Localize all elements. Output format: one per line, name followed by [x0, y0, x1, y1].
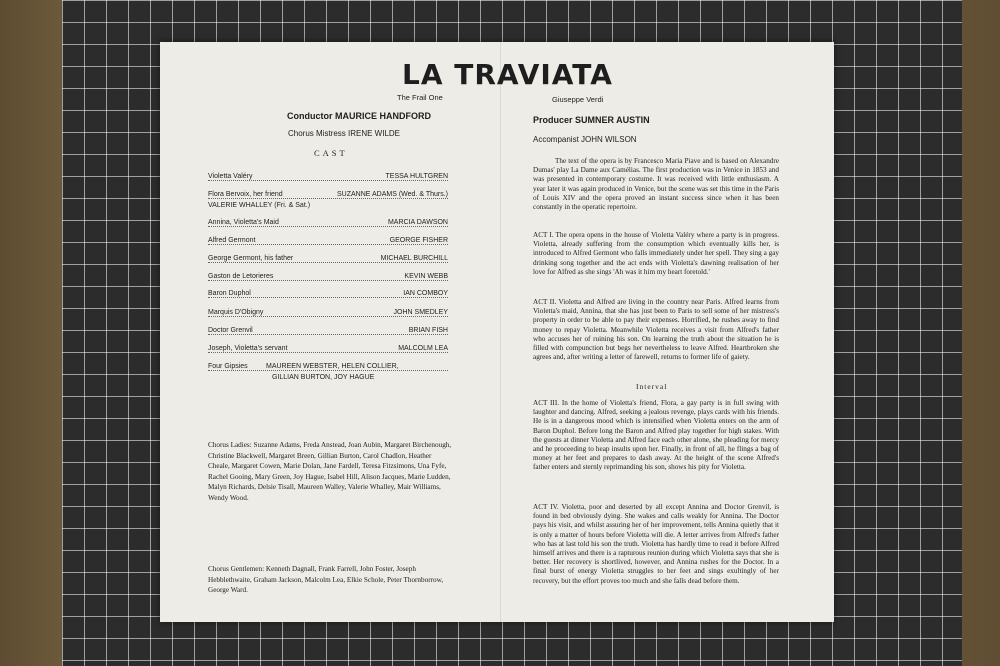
act-four-synopsis: ACT IV. Violetta, poor and deserted by all except Annina and Doctor Grenvil, is found in bed obviously dying. She wakes and calls weakly for Annina. The Doctor pays his visit, and whilst assuring her of her improvement, tells Annina quietly that it is only a matter of hours before Violetta will die. A letter arrives from Alfred's father who has at last told his son the truth. Violetta has hardly time to read it before Alfred himself arrives and there is a rapturous reunion during which Violetta says that she is better. Her recovery is shortlived, however, and Annina rushes for the Doctor. In a final burst of energy Violetta struggles to her feet and sings exultingly of her recovery, but the effort proves too much and she falls dead before them.	[533, 503, 779, 585]
act-two-synopsis: ACT II. Violetta and Alfred are living in the country near Paris. Alfred learns from Violetta's maid, Annina, that she has just been to Paris to sell some of her mistress's property in order to be able to pay their expenses. Horrified, he rushes away to find money to repay Violetta. Meanwhile Violetta receives a visit from Alfred's father who accuses her of ruining his son. On learning the truth about the situation he is filled with compunction but begs her nevertheless to leave Alfred. Heartbroken she agrees and, after writing a letter of farewell, returns to former life of gaiety.	[533, 298, 779, 362]
subtitle: The Frail One	[397, 93, 443, 102]
cast-actor: IAN COMBOY	[403, 290, 448, 297]
cast-row	[208, 290, 448, 300]
cast-role: Annina, Violetta's Maid	[208, 219, 279, 226]
cast-row	[208, 363, 448, 373]
cast-actor: SUZANNE ADAMS (Wed. & Thurs.)	[337, 191, 448, 198]
cast-row	[208, 173, 448, 183]
cast-actor: MICHAEL BURCHILL	[380, 255, 448, 262]
cast-actor: GILLIAN BURTON, JOY HAGUE	[272, 374, 375, 381]
leader-dots	[208, 180, 448, 181]
cast-row	[208, 327, 448, 337]
cast-row	[208, 273, 448, 283]
opera-title: LA TRAVIATA	[402, 58, 613, 91]
cast-actor: BRIAN FISH	[408, 327, 448, 334]
cast-role: George Germont, his father	[208, 255, 294, 262]
cast-actor: MARCIA DAWSON	[387, 219, 448, 226]
cast-row	[208, 309, 448, 319]
leader-dots	[208, 297, 448, 298]
composer: Giuseppe Verdi	[552, 95, 604, 104]
cast-row	[208, 191, 448, 201]
act-three-synopsis: ACT III. In the home of Violetta's friend, Flora, a gay party is in full swing with laughter and dancing. Alfred, seeking a jealous revenge, plays cards with his friends. He is in a dangerous mood which is intensified when Violetta enters on the arm of Baron Duphol. Before long the Baron and Alfred play together for high stakes. With the guests at dinner Violetta and Alfred face each other alone, she pleading for mercy and he proceeding to heap insults upon her. Finally, in front of all, he flings a bag of money at her feet and prepares to dash away. At the height of the scene Alfred's father enters and sternly reprimanding his son, shows his pity for Violetta.	[533, 399, 779, 472]
cast-role: Four Gipsies	[208, 363, 248, 370]
cast-actor: TESSA HULTGREN	[385, 173, 448, 180]
cast-role: Marquis D'Obigny	[208, 309, 264, 316]
cast-actor: JOHN SMEDLEY	[393, 309, 448, 316]
cast-row	[208, 202, 448, 212]
conductor-credit: Conductor MAURICE HANDFORD	[287, 111, 431, 121]
leader-dots	[208, 352, 448, 353]
leader-dots	[208, 262, 448, 263]
cast-row	[208, 219, 448, 229]
act-one-synopsis: ACT I. The opera opens in the house of Violetta Valéry where a party is in progress. Violetta, already suffering from the consumption which eventually kills her, is introduced to Alfred Germont who falls immediately under her spell. They sing a gay drinking song together and the act ends with Violetta's dawning realisation of her love for Alfred as she sings 'Ah was it him my heart foretold.'	[533, 231, 779, 276]
leader-dots	[208, 316, 448, 317]
leader-dots	[208, 280, 448, 281]
cast-actor: MAUREEN WEBSTER, HELEN COLLIER,	[266, 363, 399, 370]
cast-role: Baron Duphol	[208, 290, 251, 297]
page-fold	[500, 42, 502, 622]
leader-dots	[208, 244, 448, 245]
cast-heading: CAST	[314, 148, 348, 158]
opera-introduction: The text of the opera is by Francesco Maria Piave and is based on Alexandre Dumas' play La Dame aux Camélias. The first production was in Venice in 1853 and was presented in contemporary costume. It was received with little enthusiasm. A year later it was again produced in Venice, but the scene was set this time in the Paris of Louis XIV and the opera proved an instant success since when it has been constantly in the operatic repertoire.	[533, 157, 779, 212]
chorus-mistress-credit: Chorus Mistress IRENE WILDE	[288, 129, 401, 138]
cast-actor: GEORGE FISHER	[389, 237, 448, 244]
leader-dots	[208, 226, 448, 227]
interval-label: Interval	[636, 382, 668, 391]
leader-dots	[208, 198, 448, 199]
chorus-gentlemen: Chorus Gentlemen: Kenneth Dagnall, Frank Farrell, John Foster, Joseph Hebblethwaite, Graham Jackson, Malcolm Lea, Elkie Schole, Peter Thornborrow, George Ward.	[208, 565, 444, 595]
cast-row	[208, 374, 448, 384]
leader-dots	[208, 334, 448, 335]
cast-row	[208, 255, 448, 265]
accompanist-credit: Accompanist JOHN WILSON	[533, 135, 637, 144]
cast-role: Doctor Grenvil	[208, 327, 253, 334]
cast-actor: MALCOLM LEA	[398, 345, 448, 352]
cast-row	[208, 237, 448, 247]
producer-credit: Producer SUMNER AUSTIN	[533, 115, 650, 125]
cast-actor: KEVIN WEBB	[404, 273, 448, 280]
cast-role: Joseph, Violetta's servant	[208, 345, 288, 352]
cast-role: Alfred Germont	[208, 237, 256, 244]
cast-actor: VALERIE WHALLEY (Fri. & Sat.)	[208, 202, 311, 209]
cast-role: Violetta Valéry	[208, 173, 253, 180]
cast-row	[208, 345, 448, 355]
cast-role: Flora Bervoix, her friend	[208, 191, 283, 198]
cast-role: Gaston de Letorieres	[208, 273, 274, 280]
leader-dots	[208, 370, 448, 371]
chorus-ladies: Chorus Ladies: Suzanne Adams, Freda Anstead, Joan Aubin, Margaret Birchenough, Christine Blackwell, Margaret Breen, Gillian Burton, Carol Chadlon, Heather Cheale, Margaret Cowen, Marie Dolan, Jane Fardell, Teresa Fitzsimons, Una Fyfe, Rachel Gooing, Mary Green, Joy Hague, Isabel Hill, Alison Jacques, Marie Ludden, Malyn Richards, Delsie Tisall, Maureen Walley, Valerie Whalley, Mair Williams, Wendy Wood.	[208, 441, 452, 502]
